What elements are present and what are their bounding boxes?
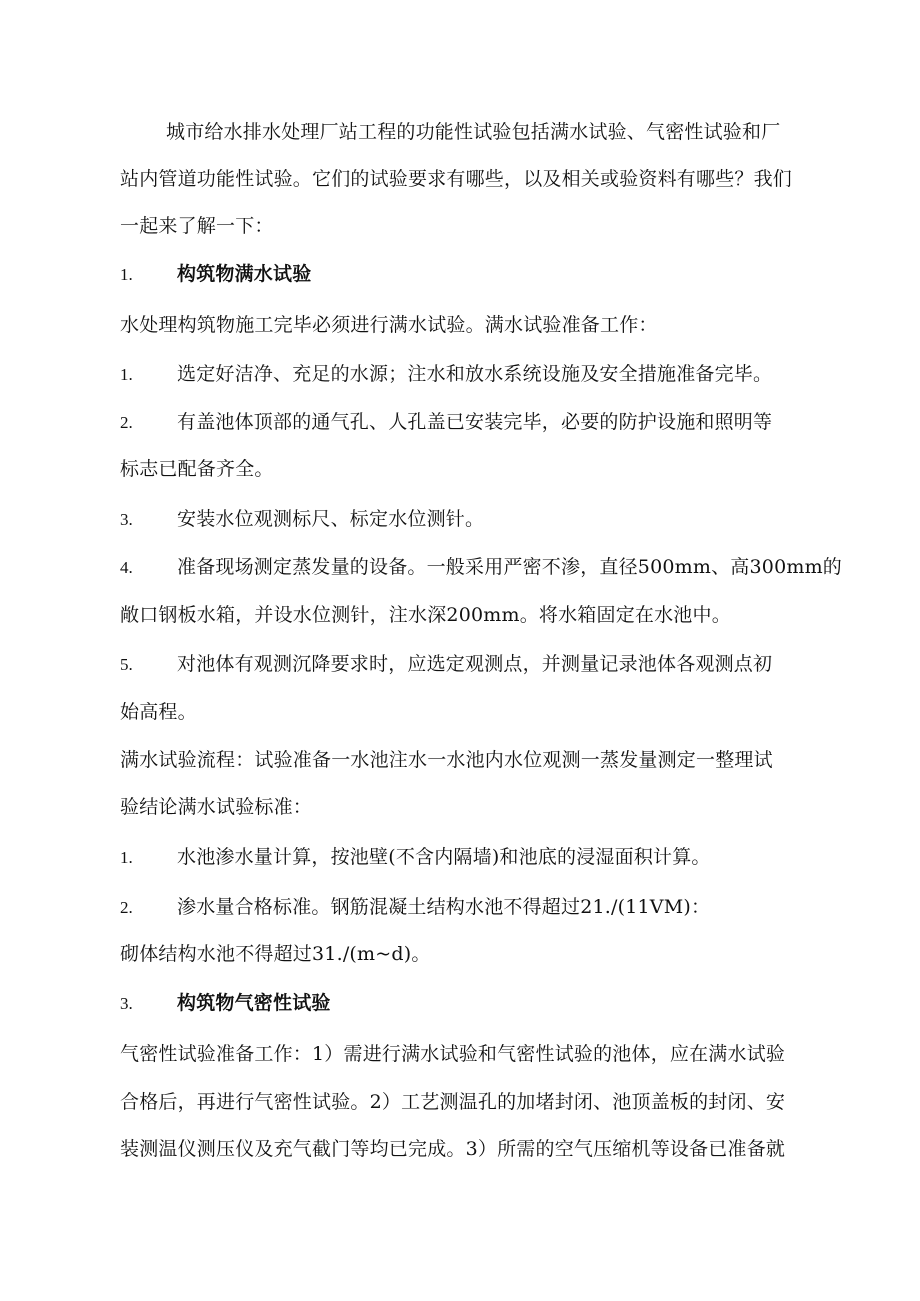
section-1-number: 1.	[120, 265, 133, 284]
section-3-title: 构筑物气密性试验	[177, 992, 331, 1014]
flow-line-1: 满水试验流程：试验准备一水池注水一水池内水位观测一蒸发量测定一整理试	[120, 749, 773, 771]
prep-item-4-text-cont: 敞口钢板水箱，并设水位测针，注水深200mm。将水箱固定在水池中。	[120, 604, 731, 626]
flow-line-2: 验结论满水试验标准：	[120, 796, 313, 818]
airtight-line-1: 气密性试验准备工作：1）需进行满水试验和气密性试验的池体，应在满水试验	[120, 1043, 786, 1065]
prep-item-1-number: 1.	[120, 365, 133, 384]
prep-item-4-number: 4.	[120, 558, 133, 577]
prep-item-2-text: 有盖池体顶部的通气孔、人孔盖已安装完毕，必要的防护设施和照明等	[177, 411, 773, 433]
prep-item-1-text: 选定好洁净、充足的水源；注水和放水系统设施及安全措施准备完毕。	[177, 363, 773, 385]
airtight-line-3: 装测温仪测压仪及充气截门等均已完成。3）所需的空气压缩机等设备已准备就	[120, 1138, 786, 1160]
masonry-line: 砌体结构水池不得超过31./(m~d)。	[120, 943, 431, 965]
prep-item-5-number: 5.	[120, 655, 133, 674]
prep-item-2-number: 2.	[120, 413, 133, 432]
prep-item-3-text: 安装水位观测标尺、标定水位测针。	[177, 508, 485, 530]
section-1-title: 构筑物满水试验	[177, 263, 312, 285]
section-3-number: 3.	[120, 994, 133, 1013]
prep-item-5-text-cont: 始高程。	[120, 701, 197, 723]
standard-item-2-number: 2.	[120, 898, 133, 917]
intro-line-1: 城市给水排水处理厂站工程的功能性试验包括满水试验、气密性试验和厂	[166, 121, 781, 143]
intro-line-3: 一起来了解一下：	[120, 215, 274, 237]
prep-item-2-text-cont: 标志已配备齐全。	[120, 458, 274, 480]
airtight-line-2: 合格后，再进行气密性试验。2）工艺测温孔的加堵封闭、池顶盖板的封闭、安	[120, 1091, 786, 1113]
prep-item-4-text: 准备现场测定蒸发量的设备。一般采用严密不渗，直径500mm、高300mm的	[177, 556, 842, 578]
standard-item-1-text: 水池渗水量计算，按池壁(不含内隔墙)和池底的浸湿面积计算。	[177, 846, 711, 868]
prep-intro: 水处理构筑物施工完毕必须进行满水试验。满水试验准备工作：	[120, 314, 658, 336]
standard-item-1-number: 1.	[120, 848, 133, 867]
standard-item-2-text: 渗水量合格标准。钢筋混凝土结构水池不得超过21./(11VM)：	[177, 896, 711, 918]
prep-item-3-number: 3.	[120, 510, 133, 529]
prep-item-5-text: 对池体有观测沉降要求时，应选定观测点，并测量记录池体各观测点初	[177, 653, 773, 675]
intro-line-2: 站内管道功能性试验。它们的试验要求有哪些，以及相关或验资料有哪些？我们	[120, 168, 793, 190]
